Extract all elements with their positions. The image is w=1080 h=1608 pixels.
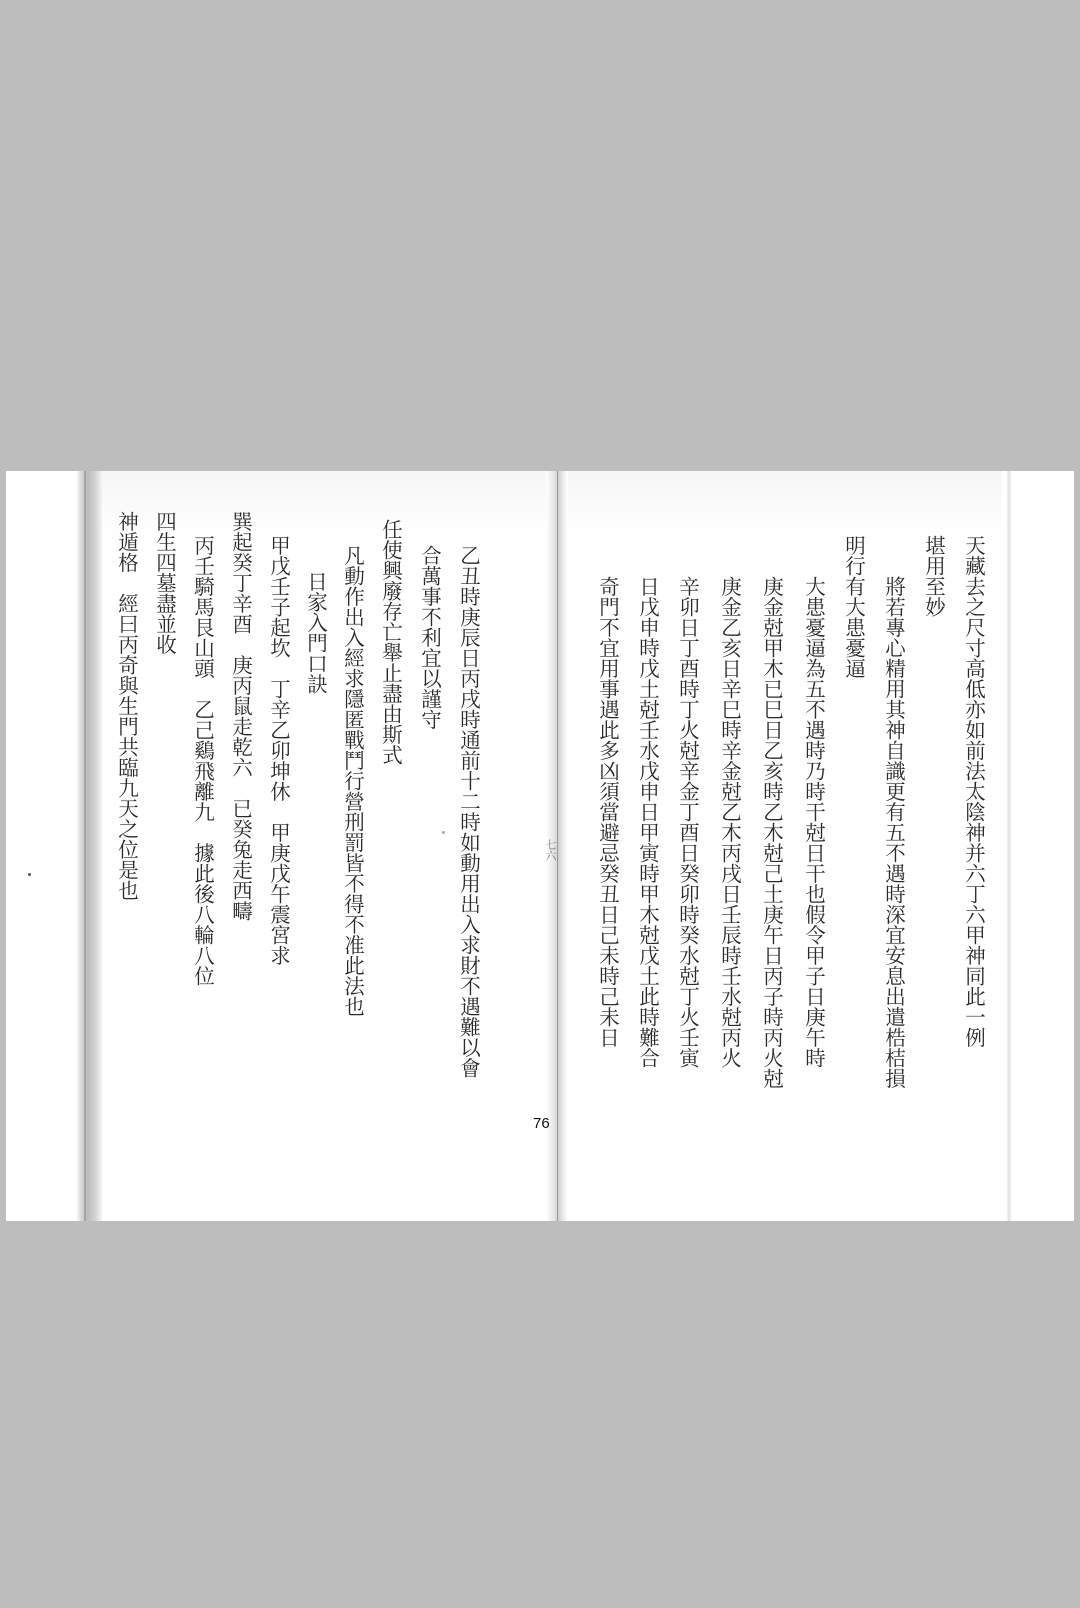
left-page-column-10: 神遁格 經曰丙奇與生門共臨九天之位是也 (114, 511, 139, 901)
right-page-column-3: 將若專心精用其神自識更有五不遇時深宜安息出遣梏桔損 (881, 576, 906, 1089)
left-binding-line (84, 471, 86, 1221)
scan-speck (28, 873, 31, 876)
page-number: 76 (533, 1115, 550, 1132)
right-page-edge (1006, 471, 1012, 1221)
folio-mark: 七六 (544, 839, 557, 861)
right-page-column-5: 大患憂逼為五不遇時乃時干尅日干也假令甲子日庚午時 (801, 576, 826, 1068)
left-page-column-1: 乙丑時庚辰日丙戌時通前十二時如動用出入求財不遇難以會 (456, 545, 481, 1078)
right-page-column-8: 辛卯日丁酉時丁火尅辛金丁酉日癸卯時癸水尅丁火壬寅 (675, 576, 700, 1068)
scan-speck (442, 831, 445, 834)
left-binding-shadow (76, 471, 102, 1221)
left-page-column-6: 甲戊壬子起坎 丁辛乙卯坤休 甲庚戊午震宮求 (266, 535, 291, 966)
right-page-column-9: 日戊申時戊土尅壬水戊申日甲寅時甲木尅戊土此時難合 (635, 576, 660, 1068)
scanned-page-spread (6, 471, 1074, 1221)
left-page-column-7: 巽起癸丁辛酉 庚丙鼠走乾六 已癸兔走西疇 (228, 511, 253, 921)
right-page-column-7: 庚金乙亥日辛巳時辛金尅乙木丙戌日壬辰時壬水尅丙火 (717, 576, 742, 1068)
right-page-column-4: 明行有大患憂逼 (841, 535, 866, 679)
left-page-heading: 日家入門口訣 (303, 571, 328, 694)
left-page-column-9: 四生四墓盡並收 (152, 511, 177, 655)
left-page-column-3: 任使興廢存亡舉止盡由斯式 (378, 519, 403, 765)
left-page-column-4: 凡動作出入經求隱匿戰鬥行營刑罰皆不得不准此法也 (340, 545, 365, 1017)
right-page-column-2: 堪用至妙 (921, 535, 946, 617)
right-page-column-1: 天藏去之尺寸高低亦如前法太陰神并六丁六甲神同此一例 (961, 535, 986, 1048)
right-page-column-6: 庚金尅甲木已巳日乙亥時乙木尅己土庚午日丙子時丙火尅 (759, 576, 784, 1089)
left-page-column-2: 合萬事不利宜以謹守 (417, 545, 442, 730)
left-page-column-8: 丙壬騎馬艮山頭 乙己鷄飛離九 據此後八輪八位 (190, 535, 215, 986)
right-page-column-10: 奇門不宜用事遇此多凶須當避忌癸丑日己未時己未日 (595, 576, 620, 1048)
